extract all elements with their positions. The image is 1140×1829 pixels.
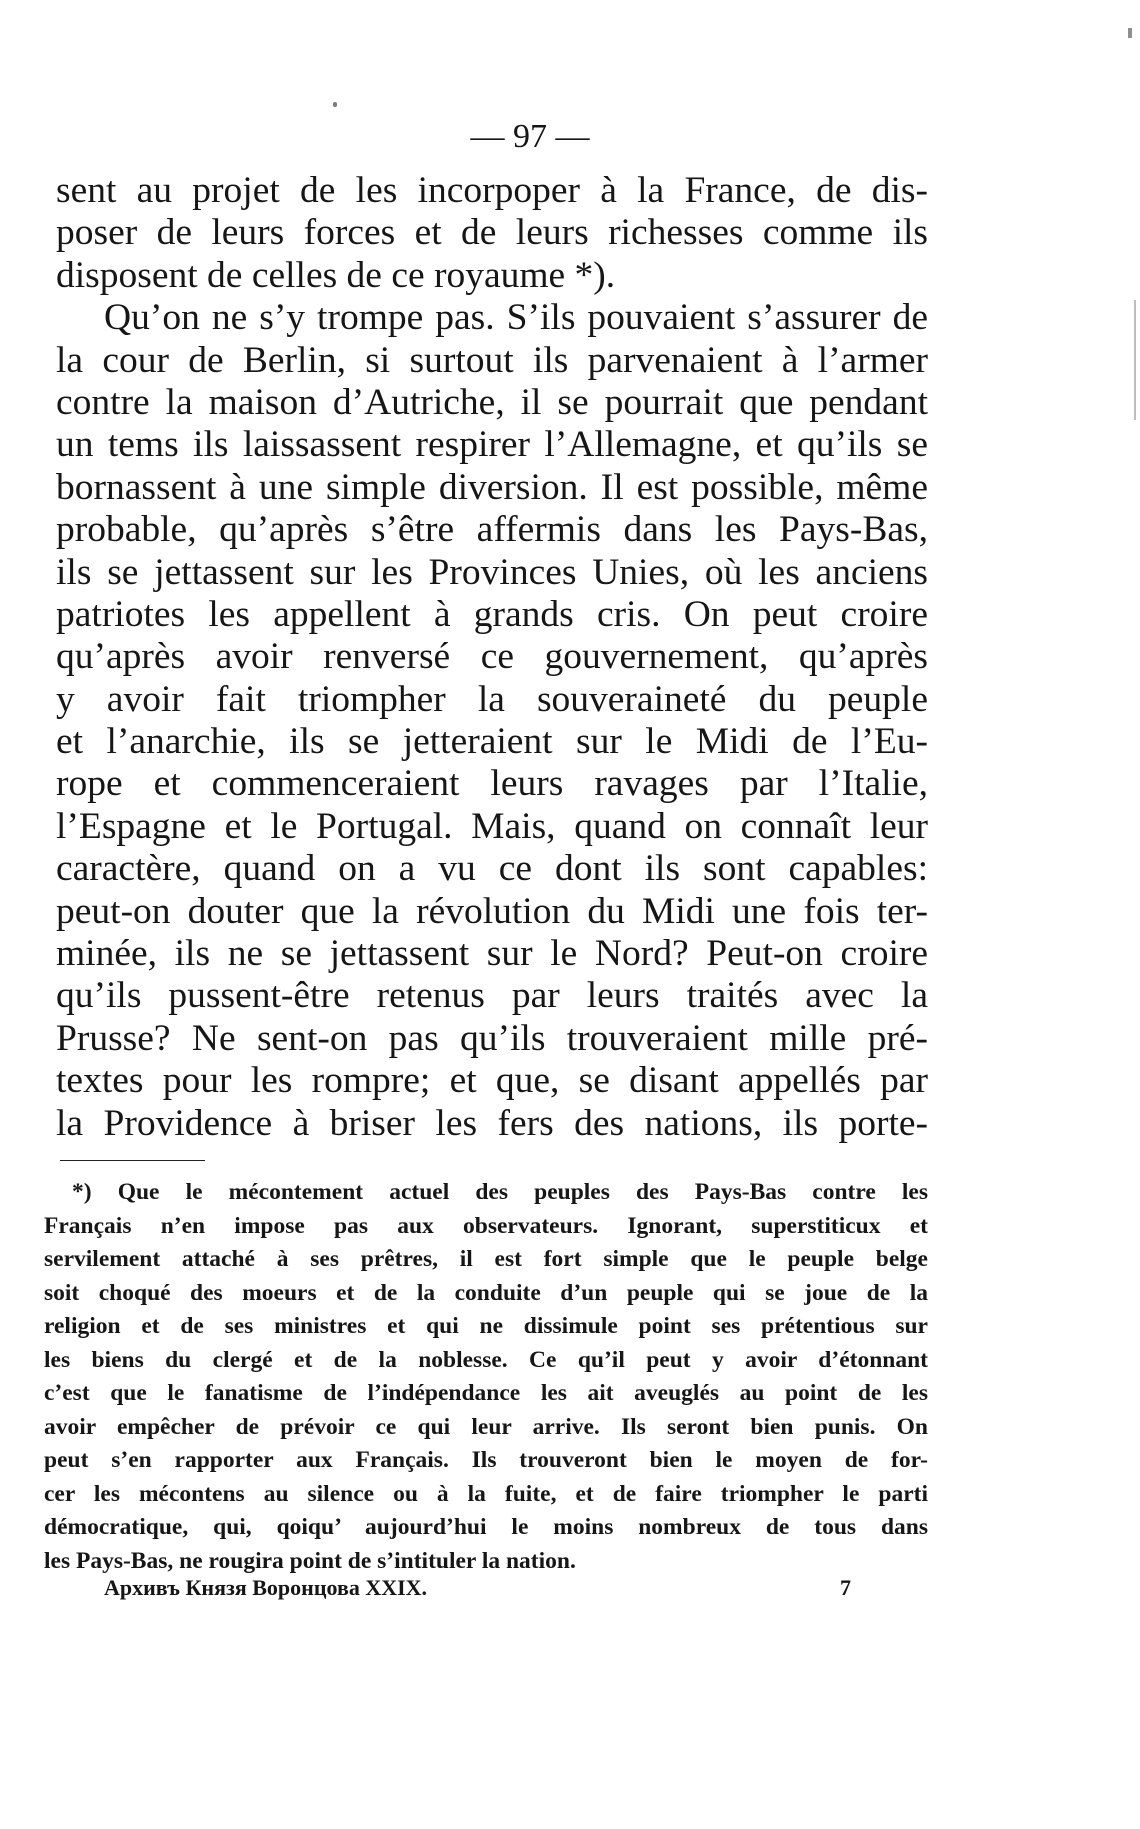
scan-artifact xyxy=(1134,300,1136,420)
footnote-line: soit choqué des moeurs et de la conduite d’un peuple qui se joue de la xyxy=(44,1279,928,1306)
footnote-line: les biens du clergé et de la noblesse. Ce qu’il peut y avoir d’étonnant xyxy=(44,1346,928,1373)
main-text-line: qu’après avoir renversé ce gouvernement, qu’après xyxy=(56,636,928,678)
main-text-line: bornassent à une simple diversion. Il est possible, même xyxy=(56,466,928,508)
main-text-line: contre la maison d’Autriche, il se pourrait que pendant xyxy=(56,381,928,423)
footnote-line: religion et de ses ministres et qui ne dissimule point ses prétentious sur xyxy=(44,1313,928,1339)
main-text-line: et l’anarchie, ils se jetteraient sur le Midi de l’Eu- xyxy=(56,721,928,763)
footnote-divider xyxy=(60,1160,205,1161)
main-text-line: y avoir fait triompher la souveraineté du peuple xyxy=(56,678,928,720)
main-text-line: Qu’on ne s’y trompe pas. S’ils pouvaient s’assurer de xyxy=(104,297,928,339)
main-text-line: Prusse? Ne sent-on pas qu’ils trouveraient mille pré- xyxy=(56,1017,928,1059)
main-text-line: la cour de Berlin, si surtout ils parvenaient à l’armer xyxy=(56,339,928,381)
footnote-line: Français n’en impose pas aux observateurs. Ignorant, superstiticux et xyxy=(44,1212,928,1239)
main-text-line: probable, qu’après s’être affermis dans les Pays-Bas, xyxy=(56,509,928,551)
page-number: — 97 — xyxy=(470,118,590,155)
footnote-line: peut s’en rapporter aux Français. Ils trouveront bien le moyen de for- xyxy=(44,1447,928,1473)
main-text-line: textes pour les rompre; et que, se disant appellés par xyxy=(56,1060,928,1102)
scan-artifact xyxy=(333,102,337,107)
main-text-line: caractère, quand on a vu ce dont ils sont capables: xyxy=(56,848,928,890)
main-text-line: minée, ils ne se jettassent sur le Nord? Peut-on croire xyxy=(56,933,928,975)
main-text-line: sent au projet de les incorpoper à la France, de dis- xyxy=(56,170,928,211)
archive-title: Архивъ Князя Воронцова XXIX. xyxy=(104,1575,428,1600)
main-text-line: un tems ils laissassent respirer l’Allemagne, et qu’ils se xyxy=(56,424,928,466)
footnote-line: *) Que le mécontement actuel des peuples des Pays-Bas contre les xyxy=(72,1179,928,1205)
footnote xyxy=(44,1176,928,1578)
footnote-line: démocratique, qui, qoiqu’ aujourd’hui le moins nombreux de tous dans xyxy=(44,1514,928,1540)
main-text-line: qu’ils pussent-être retenus par leurs traités avec la xyxy=(56,975,928,1017)
footnote-line: les Pays-Bas, ne rougira point de s’intituler la nation. xyxy=(44,1547,576,1574)
footnote-line: avoir empêcher de prévoir ce qui leur arrive. Ils seront bien punis. On xyxy=(44,1413,928,1440)
sheet-number: 7 xyxy=(840,1575,851,1600)
main-text xyxy=(56,170,928,1145)
main-text-line: peut-on douter que la révolution du Midi une fois ter- xyxy=(56,890,928,932)
footnote-line: servilement attaché à ses prêtres, il est fort simple que le peuple belge xyxy=(44,1246,928,1272)
main-text-line: rope et commenceraient leurs ravages par l’Italie, xyxy=(56,763,928,805)
footnote-line: c’est que le fanatisme de l’indépendance les ait aveuglés au point de les xyxy=(44,1380,928,1406)
main-text-line: l’Espagne et le Portugal. Mais, quand on connaît leur xyxy=(56,805,928,847)
footnote-line: cer les mécontens au silence ou à la fuite, et de faire triompher le parti xyxy=(44,1480,928,1507)
scan-artifact xyxy=(1128,28,1132,38)
main-text-line: poser de leurs forces et de leurs richesses comme ils xyxy=(56,212,928,254)
main-text-line: patriotes les appellent à grands cris. On peut croire xyxy=(56,593,928,635)
main-text-line: ils se jettassent sur les Provinces Unies, où les anciens xyxy=(56,551,928,593)
main-text-line: la Providence à briser les fers des nations, ils porte- xyxy=(56,1102,928,1144)
main-text-line: disposent de celles de ce royaume *). xyxy=(56,254,616,296)
